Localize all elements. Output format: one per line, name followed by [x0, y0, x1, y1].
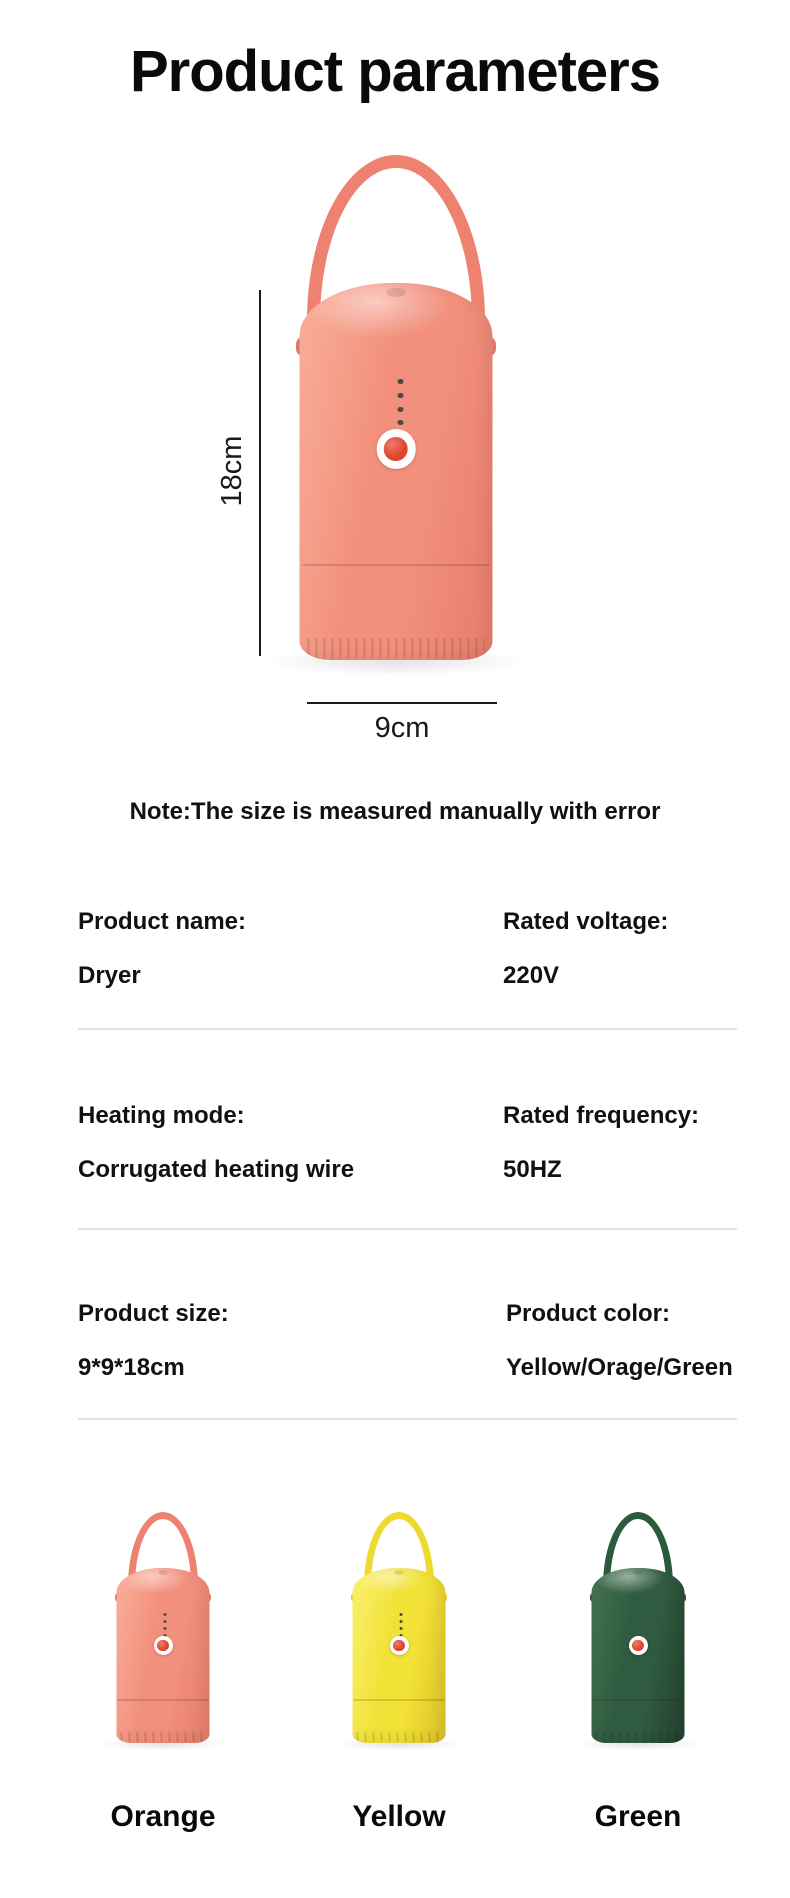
base-seam — [593, 1699, 683, 1701]
spec-label-rated-voltage: Rated voltage: — [503, 908, 669, 935]
top-notch — [158, 1570, 167, 1575]
top-notch — [386, 288, 405, 298]
variant-label-orange: Orange — [110, 1800, 216, 1833]
base-seam — [302, 564, 489, 566]
top-notch — [633, 1570, 642, 1575]
width-dimension-label: 9cm — [374, 712, 430, 744]
dryer-body — [117, 1568, 210, 1743]
spec-value-product-name: Dryer — [78, 962, 141, 989]
spec-value-heating-mode: Corrugated heating wire — [78, 1156, 355, 1183]
power-button-core — [384, 437, 408, 461]
base-ribs — [307, 638, 485, 659]
power-button — [628, 1636, 647, 1655]
power-button — [153, 1636, 172, 1655]
power-button-core — [632, 1640, 643, 1651]
variant-label-green: Green — [594, 1800, 682, 1833]
spec-value-product-color: Yellow/Orage/Green — [506, 1354, 733, 1381]
measurement-note: Note:The size is measured manually with error — [129, 798, 661, 825]
width-dimension-line — [307, 702, 497, 704]
base-ribs — [356, 1732, 442, 1742]
indicator-dots — [400, 1613, 403, 1637]
height-dimension-label: 18cm — [216, 435, 248, 507]
page-title: Product parameters — [130, 39, 660, 104]
dryer-body — [300, 283, 493, 660]
spec-label-product-size: Product size: — [78, 1300, 229, 1327]
base-seam — [118, 1699, 208, 1701]
spec-label-product-color: Product color: — [506, 1300, 671, 1327]
indicator-dots — [639, 1613, 642, 1637]
variant-yellow-illustration — [349, 1512, 449, 1743]
power-button-core — [393, 1640, 404, 1651]
power-button-core — [157, 1640, 168, 1651]
power-button — [389, 1636, 408, 1655]
base-seam — [354, 1699, 444, 1701]
dryer-body — [592, 1568, 685, 1743]
spec-label-heating-mode: Heating mode: — [78, 1102, 245, 1129]
top-notch — [394, 1570, 403, 1575]
power-button — [376, 429, 416, 469]
variant-label-yellow: Yellow — [352, 1800, 446, 1833]
spec-value-product-size: 9*9*18cm — [78, 1354, 185, 1381]
variant-green-illustration — [588, 1512, 688, 1743]
spec-value-rated-frequency: 50HZ — [503, 1156, 562, 1183]
dryer-illustration-main — [298, 155, 494, 660]
base-ribs — [595, 1732, 681, 1742]
divider — [78, 1418, 737, 1420]
spec-label-product-name: Product name: — [78, 908, 247, 935]
spec-value-rated-voltage: 220V — [503, 962, 560, 989]
divider — [78, 1028, 737, 1030]
height-dimension-line — [259, 290, 261, 656]
dryer-body — [353, 1568, 446, 1743]
indicator-dots — [164, 1613, 167, 1637]
variant-orange-illustration — [113, 1512, 213, 1743]
spec-label-rated-frequency: Rated frequency: — [503, 1102, 700, 1129]
divider — [78, 1228, 737, 1230]
indicator-dots — [398, 379, 403, 425]
base-ribs — [120, 1732, 206, 1742]
